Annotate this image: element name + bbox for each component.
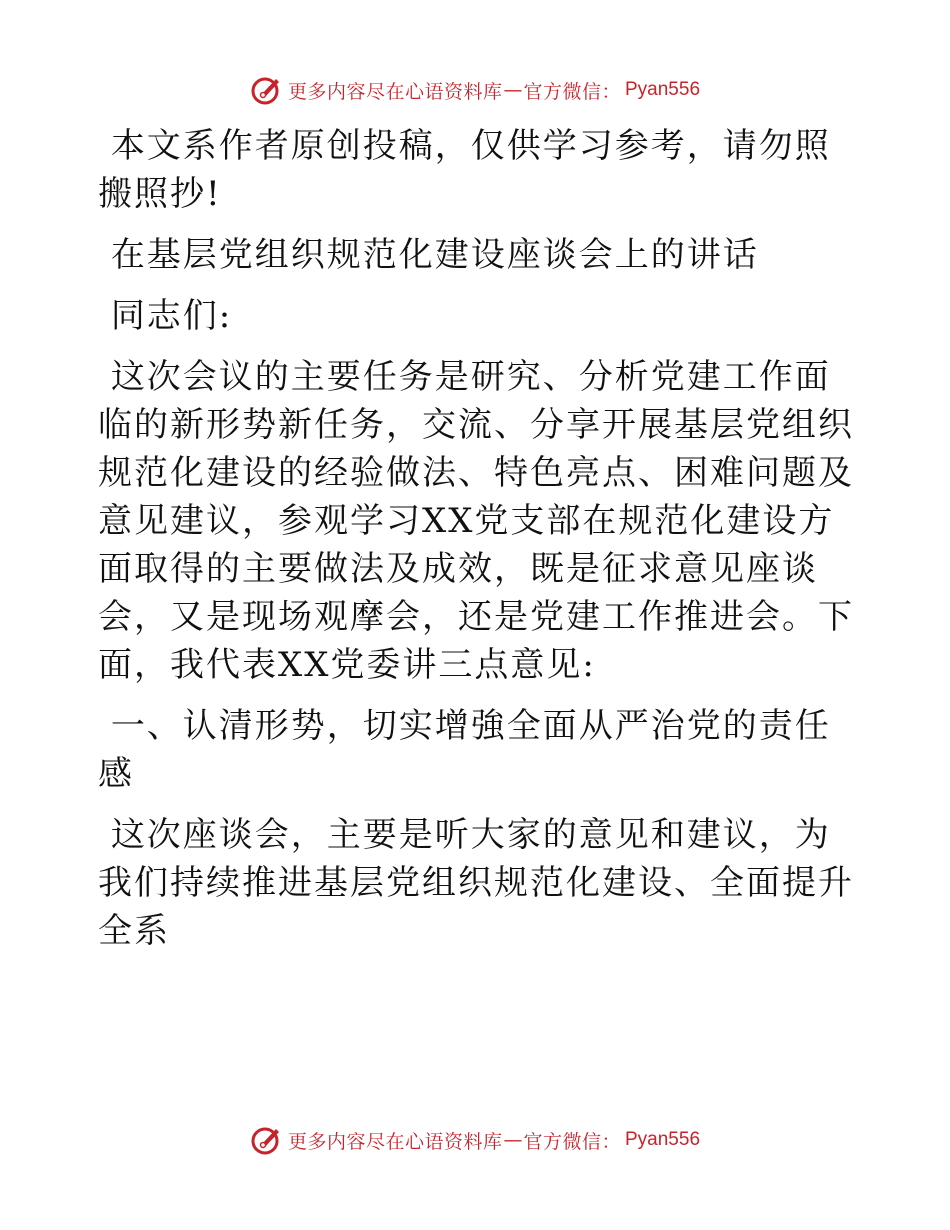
watermark-text: 更多内容尽在心语资料库 [287, 1130, 503, 1153]
header-watermark [0, 70, 950, 110]
watermark-separator: — [503, 79, 523, 101]
pen-nib-circle-icon [250, 73, 284, 107]
pen-nib-circle-icon [250, 1123, 284, 1157]
document-body [98, 122, 858, 968]
speech-title: 在基层党组织规范化建设座谈会上的讲话 [98, 235, 759, 275]
salutation: 同志们: [98, 296, 233, 336]
watermark-account: Pyan556 [625, 79, 701, 100]
section-heading-1: 一、认清形势，切实增強全面从严治党的责任感 [98, 706, 831, 794]
watermark-account: Pyan556 [625, 1129, 701, 1150]
footer-watermark [0, 1120, 950, 1160]
watermark-label: 官方微信： [523, 1130, 621, 1153]
watermark-text: 更多内容尽在心语资料库 [287, 80, 503, 103]
watermark-separator: — [503, 1129, 523, 1151]
intro-paragraph: 这次会议的主要任务是研究、分析党建工作面临的新形势新任务，交流、分享开展基层党组织规范化建设的经验做法、特色亮点、困难问题及意见建议，参观学习XX党支部在规范化建设方面取得的主要做法及成效，既是征求意见座谈会，又是现场观摩会，还是党建工作推进会。下面，我代表XX党委讲三点意见: [98, 357, 854, 685]
disclaimer-paragraph: 本文系作者原创投稿，仅供学习参考，请勿照搬照抄! [98, 126, 831, 214]
body-paragraph: 这次座谈会，主要是听大家的意见和建议，为我们持续推进基层党组织规范化建设、全面提升全系 [98, 815, 854, 951]
watermark-label: 官方微信： [523, 80, 621, 103]
